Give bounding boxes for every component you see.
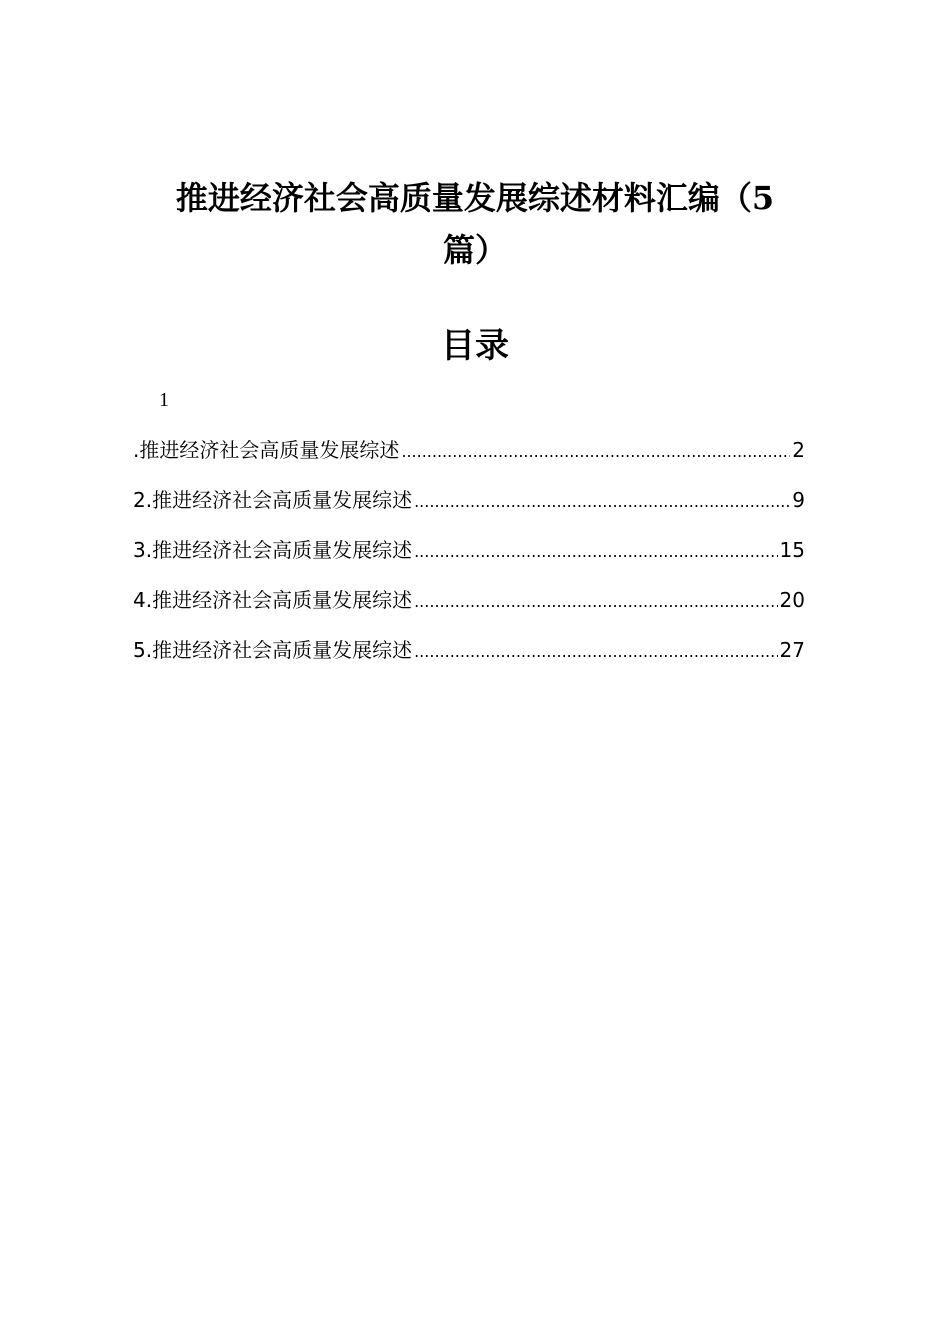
toc-entry-page-number: 15 (779, 538, 805, 562)
document-title-line-1: 推进经济社会高质量发展综述材料汇编（5 (175, 179, 775, 217)
toc-entry-label: 2.推进经济社会高质量发展综述 (133, 488, 413, 512)
toc-entry-1[interactable] (133, 430, 805, 480)
toc-entry-page-number: 9 (792, 488, 805, 512)
toc-entry-page-number: 2 (792, 438, 805, 462)
toc-entry-label: 4.推进经济社会高质量发展综述 (133, 588, 413, 612)
toc-entry-number: 1 (159, 389, 169, 411)
toc-dot-leader (414, 482, 790, 522)
document-title-line-2: 篇） (442, 231, 507, 269)
document-title (135, 172, 815, 276)
toc-entry-label: .推进经济社会高质量发展综述 (133, 438, 400, 462)
toc-entry-page-number: 27 (779, 638, 805, 662)
toc-dot-leader (414, 582, 777, 622)
toc-heading: 目录 (441, 326, 509, 366)
toc-entry-5[interactable] (133, 630, 805, 680)
toc-entry-2[interactable] (133, 480, 805, 530)
toc-entry-3[interactable] (133, 530, 805, 580)
toc-entry-4[interactable] (133, 580, 805, 630)
toc-dot-leader (401, 432, 790, 472)
toc-dot-leader (414, 532, 777, 572)
toc-dot-leader (414, 632, 777, 672)
toc-entry-label: 5.推进经济社会高质量发展综述 (133, 638, 413, 662)
toc-entry-label: 3.推进经济社会高质量发展综述 (133, 538, 413, 562)
table-of-contents (133, 430, 805, 680)
toc-entry-page-number: 20 (779, 588, 805, 612)
